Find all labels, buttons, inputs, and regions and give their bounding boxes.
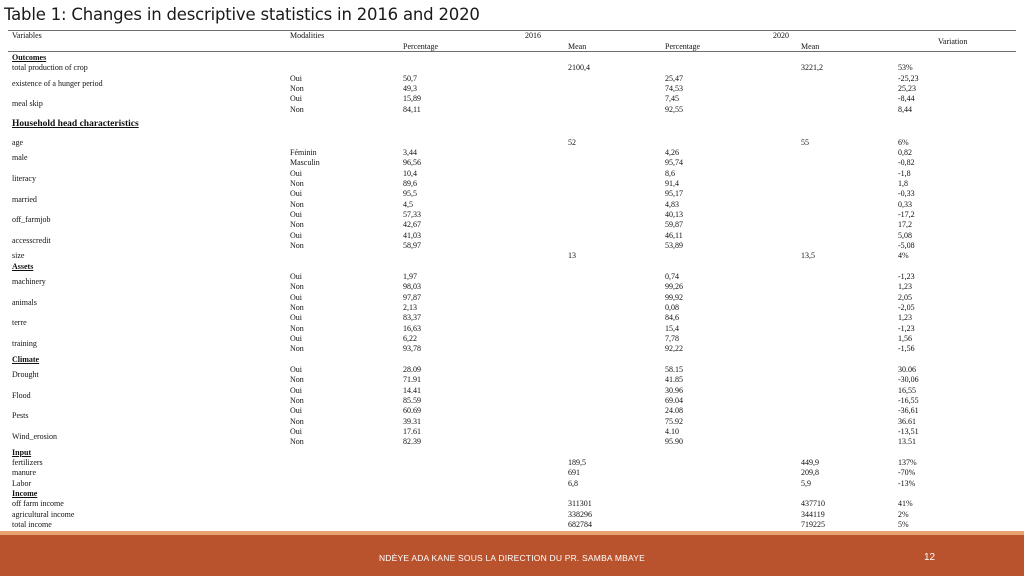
- variable-label: accesscredit: [12, 235, 51, 245]
- variation-cell: 16,55: [898, 385, 916, 395]
- variable-label: existence of a hunger period: [12, 78, 103, 88]
- modality-cell: Non: [290, 395, 304, 405]
- variation-cell: -0,33: [898, 189, 915, 199]
- variable-label: agricultural income: [12, 509, 75, 519]
- variable-label: married: [12, 194, 37, 204]
- modality-cell: Oui: [290, 385, 302, 395]
- variation-cell: 25,23: [898, 83, 916, 93]
- percentage-2016-cell: 15,89: [403, 94, 421, 104]
- percentage-2016-cell: 41,03: [403, 230, 421, 240]
- percentage-2016-cell: 82.39: [403, 437, 421, 447]
- variation-cell: -1,56: [898, 344, 915, 354]
- percentage-2016-cell: 14.41: [403, 385, 421, 395]
- percentage-2016-cell: 98,03: [403, 282, 421, 292]
- percentage-2020-cell: 84,6: [665, 313, 679, 323]
- header-percentage-2020: Percentage: [665, 42, 701, 51]
- variable-label: manure: [12, 468, 36, 478]
- mean-2016-cell: 691: [568, 468, 580, 478]
- mean-2016-cell: 311301: [568, 499, 592, 509]
- percentage-2016-cell: 3,44: [403, 148, 417, 158]
- variation-cell: 8,44: [898, 104, 912, 114]
- variation-cell: -1,23: [898, 271, 915, 281]
- variation-cell: -5,08: [898, 241, 915, 250]
- percentage-2016-cell: 57,33: [403, 210, 421, 220]
- percentage-2020-cell: 8,6: [665, 168, 675, 178]
- mean-2020-cell: 3221,2: [801, 63, 823, 73]
- modality-cell: Oui: [290, 210, 302, 220]
- page-number: 12: [924, 552, 936, 563]
- percentage-2016-cell: 49,3: [403, 83, 417, 93]
- mean-2016-cell: 6,8: [568, 478, 578, 488]
- modality-cell: Oui: [290, 313, 302, 323]
- percentage-2020-cell: 75.92: [665, 416, 683, 426]
- variable-label: fertilizers: [12, 457, 43, 467]
- variable-label: machinery: [12, 277, 46, 287]
- mean-2020-cell: 437710: [801, 499, 825, 509]
- percentage-2020-cell: 0,74: [665, 271, 679, 281]
- percentage-2016-cell: 17.61: [403, 426, 421, 436]
- modality-cell: Non: [290, 302, 304, 312]
- percentage-2016-cell: 28.09: [403, 364, 421, 374]
- header-modalities: Modalities: [290, 31, 325, 40]
- modality-cell: Non: [290, 344, 304, 354]
- variation-cell: 17,2: [898, 220, 912, 230]
- variable-label: Flood: [12, 390, 31, 400]
- percentage-2020-cell: 91,4: [665, 179, 679, 189]
- variation-cell: 30.06: [898, 364, 916, 374]
- percentage-2020-cell: 92,22: [665, 344, 683, 354]
- modality-cell: Non: [290, 241, 304, 250]
- variation-cell: 5%: [898, 519, 909, 529]
- modality-cell: Oui: [290, 230, 302, 240]
- modality-cell: Non: [290, 323, 304, 333]
- variation-cell: -70%: [898, 468, 916, 478]
- mean-2020-cell: 13,5: [801, 251, 815, 261]
- section-heading: Income: [12, 488, 38, 498]
- mean-2016-cell: 338296: [568, 509, 592, 519]
- modality-cell: Non: [290, 282, 304, 292]
- percentage-2020-cell: 46,11: [665, 230, 683, 240]
- header-variables: Variables: [12, 31, 42, 40]
- modality-cell: Masculin: [290, 158, 320, 168]
- mean-2020-cell: 209,8: [801, 468, 819, 478]
- footer: [0, 535, 1024, 576]
- variation-cell: 1,56: [898, 333, 912, 343]
- header-year-2020: 2020: [773, 31, 789, 40]
- variable-label: training: [12, 339, 37, 349]
- modality-cell: Oui: [290, 364, 302, 374]
- modality-cell: Non: [290, 104, 304, 114]
- variation-cell: 137%: [898, 457, 917, 467]
- section-heading: Household head characteristics: [12, 119, 139, 130]
- variable-label: age: [12, 137, 24, 147]
- header-top-rule: [8, 30, 1016, 31]
- percentage-2016-cell: 4,5: [403, 199, 413, 209]
- percentage-2020-cell: 7,45: [665, 94, 679, 104]
- modality-cell: Non: [290, 220, 304, 230]
- variation-cell: 2,05: [898, 292, 912, 302]
- section-heading: Outcomes: [12, 53, 47, 62]
- modality-cell: Oui: [290, 292, 302, 302]
- variable-label: Labor: [12, 478, 32, 488]
- header-mean-2020: Mean: [801, 42, 820, 51]
- percentage-2016-cell: 2,13: [403, 302, 417, 312]
- variation-cell: -13,51: [898, 426, 919, 436]
- section-heading: Input: [12, 447, 32, 457]
- variation-cell: -8,44: [898, 94, 915, 104]
- percentage-2020-cell: 41.85: [665, 375, 683, 385]
- mean-2016-cell: 682784: [568, 519, 592, 529]
- percentage-2020-cell: 40,13: [665, 210, 683, 220]
- variation-cell: 13.51: [898, 437, 916, 447]
- variable-label: male: [12, 153, 28, 163]
- percentage-2020-cell: 69.04: [665, 395, 683, 405]
- variable-label: total production of crop: [12, 63, 88, 73]
- mean-2020-cell: 55: [801, 137, 809, 147]
- modality-cell: Non: [290, 437, 304, 447]
- variation-cell: -0,82: [898, 158, 915, 168]
- variation-cell: 1,23: [898, 313, 912, 323]
- modality-cell: Oui: [290, 271, 302, 281]
- variation-cell: -2,05: [898, 302, 915, 312]
- percentage-2016-cell: 84,11: [403, 104, 421, 114]
- percentage-2016-cell: 16,63: [403, 323, 421, 333]
- section-heading: Assets: [12, 261, 34, 271]
- variable-label: animals: [12, 297, 37, 307]
- modality-cell: Non: [290, 375, 304, 385]
- variable-label: literacy: [12, 173, 36, 183]
- mean-2016-cell: 13: [568, 251, 576, 261]
- percentage-2020-cell: 7,78: [665, 333, 679, 343]
- variation-cell: 2%: [898, 509, 909, 519]
- mean-2016-cell: 2100,4: [568, 63, 590, 73]
- percentage-2016-cell: 85.59: [403, 395, 421, 405]
- variable-label: Wind_erosion: [12, 432, 58, 442]
- mean-2020-cell: 5,9: [801, 478, 811, 488]
- percentage-2016-cell: 10,4: [403, 168, 417, 178]
- percentage-2020-cell: 92,55: [665, 104, 683, 114]
- mean-2020-cell: 344119: [801, 509, 825, 519]
- header-mean-2016: Mean: [568, 42, 587, 51]
- variation-cell: -1,8: [898, 168, 911, 178]
- modality-cell: Féminin: [290, 148, 317, 158]
- percentage-2016-cell: 60.69: [403, 406, 421, 416]
- variable-label: off_farmjob: [12, 215, 51, 225]
- percentage-2020-cell: 25,47: [665, 73, 683, 83]
- percentage-2020-cell: 95.90: [665, 437, 683, 447]
- section-heading: Climate: [12, 354, 40, 364]
- percentage-2016-cell: 95,5: [403, 189, 417, 199]
- percentage-2020-cell: 95,17: [665, 189, 683, 199]
- percentage-2020-cell: 30.96: [665, 385, 683, 395]
- percentage-2016-cell: 83,37: [403, 313, 421, 323]
- modality-cell: Oui: [290, 426, 302, 436]
- percentage-2016-cell: 50,7: [403, 73, 417, 83]
- modality-cell: Non: [290, 179, 304, 189]
- variation-cell: 0,33: [898, 199, 912, 209]
- percentage-2016-cell: 71.91: [403, 375, 421, 385]
- variation-cell: -17,2: [898, 210, 915, 220]
- percentage-2020-cell: 4,83: [665, 199, 679, 209]
- percentage-2020-cell: 0,08: [665, 302, 679, 312]
- percentage-2020-cell: 24.08: [665, 406, 683, 416]
- modality-cell: Oui: [290, 189, 302, 199]
- percentage-2016-cell: 96,56: [403, 158, 421, 168]
- mean-2020-cell: 719225: [801, 519, 825, 529]
- percentage-2020-cell: 74,53: [665, 83, 683, 93]
- variation-cell: 1,23: [898, 282, 912, 292]
- variation-cell: 4%: [898, 251, 909, 261]
- variable-label: terre: [12, 318, 27, 328]
- variation-cell: 1,8: [898, 179, 908, 189]
- variable-label: meal skip: [12, 99, 43, 109]
- percentage-2020-cell: 4.10: [665, 426, 679, 436]
- percentage-2016-cell: 39.31: [403, 416, 421, 426]
- percentage-2016-cell: 89,6: [403, 179, 417, 189]
- variation-cell: 36.61: [898, 416, 916, 426]
- variation-cell: 6%: [898, 137, 909, 147]
- variable-label: total income: [12, 519, 52, 529]
- percentage-2020-cell: 53,89: [665, 241, 683, 250]
- footer-author: NDÈYE ADA KANE SOUS LA DIRECTION DU PR. SAMBA MBAYE: [378, 553, 646, 563]
- header-variation: Variation: [938, 37, 968, 46]
- variation-cell: -16,55: [898, 395, 919, 405]
- variation-cell: -36,61: [898, 406, 919, 416]
- header-percentage-2016: Percentage: [403, 42, 439, 51]
- variable-label: Pests: [12, 411, 29, 421]
- variation-cell: 0,82: [898, 148, 912, 158]
- percentage-2016-cell: 58,97: [403, 241, 421, 250]
- modality-cell: Oui: [290, 94, 302, 104]
- variation-cell: 41%: [898, 499, 913, 509]
- variation-cell: 53%: [898, 63, 913, 73]
- percentage-2016-cell: 6,22: [403, 333, 417, 343]
- modality-cell: Oui: [290, 73, 302, 83]
- percentage-2020-cell: 99,26: [665, 282, 683, 292]
- variable-label: size: [12, 251, 25, 261]
- mean-2016-cell: 52: [568, 137, 576, 147]
- percentage-2016-cell: 42,67: [403, 220, 421, 230]
- variable-label: Drought: [12, 370, 39, 380]
- percentage-2020-cell: 58.15: [665, 364, 683, 374]
- modality-cell: Oui: [290, 406, 302, 416]
- modality-cell: Oui: [290, 333, 302, 343]
- modality-cell: Non: [290, 416, 304, 426]
- variation-cell: -1,23: [898, 323, 915, 333]
- variation-cell: -13%: [898, 478, 916, 488]
- mean-2016-cell: 189,5: [568, 457, 586, 467]
- modality-cell: Non: [290, 83, 304, 93]
- variable-label: off farm income: [12, 499, 64, 509]
- percentage-2020-cell: 95,74: [665, 158, 683, 168]
- percentage-2020-cell: 4,26: [665, 148, 679, 158]
- header-bottom-rule: [8, 51, 1016, 52]
- percentage-2016-cell: 1,97: [403, 271, 417, 281]
- percentage-2020-cell: 59,87: [665, 220, 683, 230]
- percentage-2016-cell: 97,87: [403, 292, 421, 302]
- percentage-2016-cell: 93,78: [403, 344, 421, 354]
- percentage-2020-cell: 99,92: [665, 292, 683, 302]
- modality-cell: Oui: [290, 168, 302, 178]
- page-title: Table 1: Changes in descriptive statistics in 2016 and 2020: [4, 5, 480, 24]
- header-year-2016: 2016: [525, 31, 541, 40]
- variation-cell: -25,23: [898, 73, 919, 83]
- variation-cell: -30,06: [898, 375, 919, 385]
- variation-cell: 5,08: [898, 230, 912, 240]
- percentage-2020-cell: 15,4: [665, 323, 679, 333]
- mean-2020-cell: 449,9: [801, 457, 819, 467]
- modality-cell: Non: [290, 199, 304, 209]
